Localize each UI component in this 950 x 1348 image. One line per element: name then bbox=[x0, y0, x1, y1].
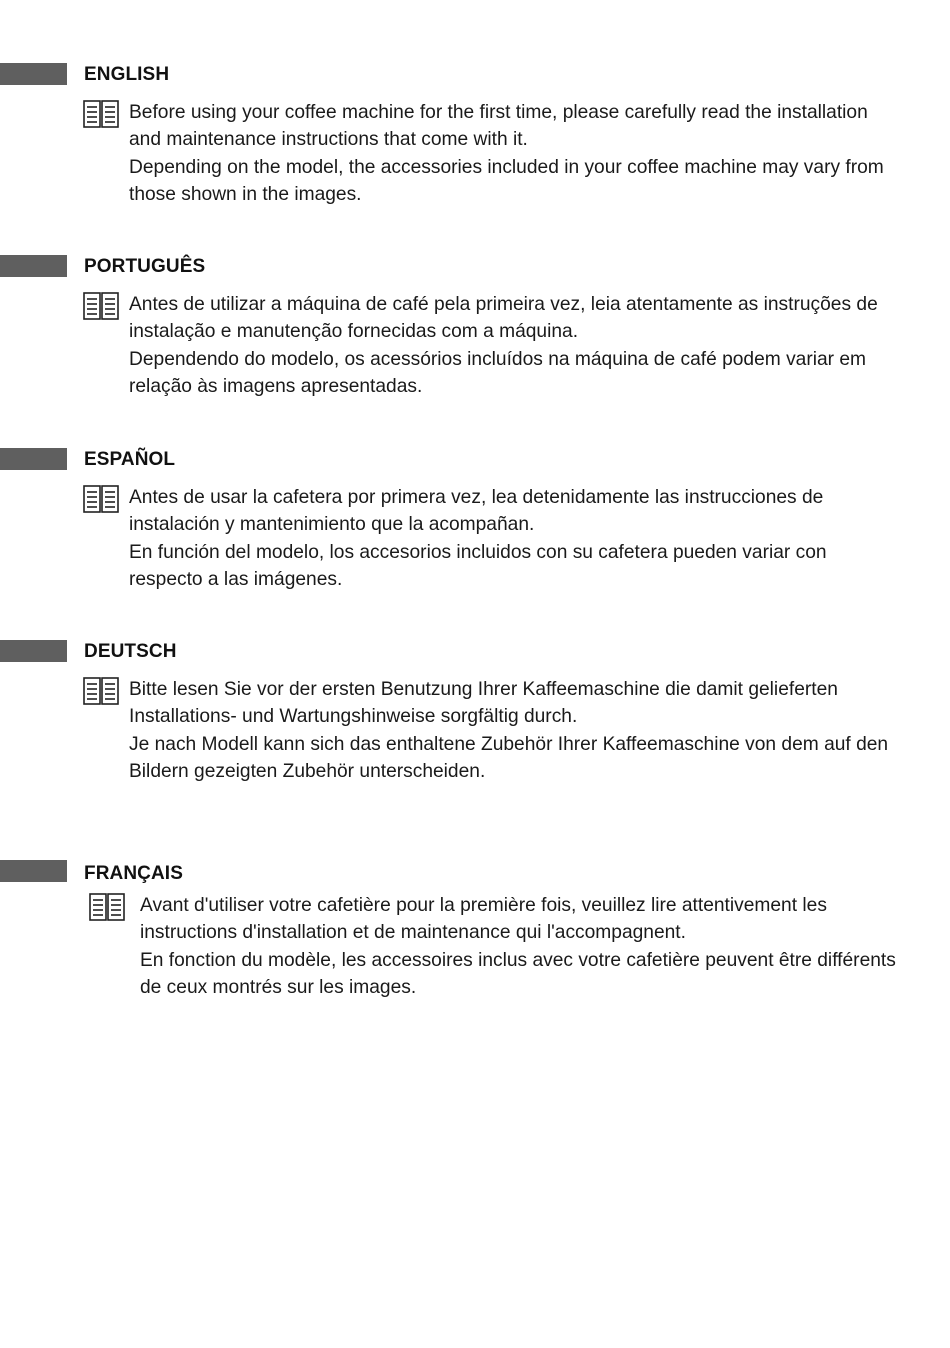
section-body bbox=[129, 291, 899, 400]
section-body bbox=[129, 676, 899, 785]
accessories-paragraph: Depending on the model, the accessories included in your coffee machine may vary from those shown in the images. bbox=[129, 156, 884, 205]
manual-book-icon bbox=[89, 893, 125, 923]
language-tab-marker bbox=[0, 448, 67, 470]
instruction-paragraph: Bitte lesen Sie vor der ersten Benutzung Ihrer Kaffeemaschine die damit gelieferten Installations- und Wartungshinweise sorgfältig durch. bbox=[129, 679, 838, 728]
instruction-paragraph: Avant d'utiliser votre cafetière pour la première fois, veuillez lire attentivement les instructions d'installation et de maintenance qui l'accompagnent. bbox=[140, 895, 827, 944]
section-heading: ESPAÑOL bbox=[84, 449, 176, 470]
accessories-paragraph: Je nach Modell kann sich das enthaltene Zubehör Ihrer Kaffeemaschine von dem auf den Bildern gezeigten Zubehör unterscheiden. bbox=[129, 733, 889, 782]
section-heading: ENGLISH bbox=[84, 64, 170, 85]
accessories-paragraph: En fonction du modèle, les accessoires inclus avec votre cafetière peuvent être différents de ceux montrés sur les images. bbox=[140, 949, 896, 998]
language-tab-marker bbox=[0, 255, 67, 277]
section-body bbox=[140, 892, 900, 1001]
instruction-paragraph: Antes de utilizar a máquina de café pela primeira vez, leia atentamente as instruções de instalação e manutenção fornecidas com a máquina. bbox=[129, 294, 878, 343]
manual-book-icon bbox=[83, 677, 119, 707]
accessories-paragraph: En función del modelo, los accesorios incluidos con su cafetera pueden variar con respecto a las imágenes. bbox=[129, 541, 827, 590]
instruction-paragraph: Before using your coffee machine for the first time, please carefully read the installation and maintenance instructions that come with it. bbox=[129, 102, 868, 151]
manual-book-icon bbox=[83, 100, 119, 130]
instruction-paragraph: Antes de usar la cafetera por primera vez, lea detenidamente las instrucciones de instalación y mantenimiento que la acompañan. bbox=[129, 487, 824, 536]
section-heading: FRANÇAIS bbox=[84, 863, 183, 884]
language-tab-marker bbox=[0, 63, 67, 85]
manual-book-icon bbox=[83, 292, 119, 322]
manual-book-icon bbox=[83, 485, 119, 515]
section-heading: DEUTSCH bbox=[84, 641, 177, 662]
section-heading: PORTUGUÊS bbox=[84, 256, 206, 277]
section-body bbox=[129, 99, 899, 208]
accessories-paragraph: Dependendo do modelo, os acessórios incluídos na máquina de café podem variar em relação às imagens apresentadas. bbox=[129, 348, 867, 397]
section-body bbox=[129, 484, 899, 593]
language-tab-marker bbox=[0, 640, 67, 662]
language-tab-marker bbox=[0, 860, 67, 882]
